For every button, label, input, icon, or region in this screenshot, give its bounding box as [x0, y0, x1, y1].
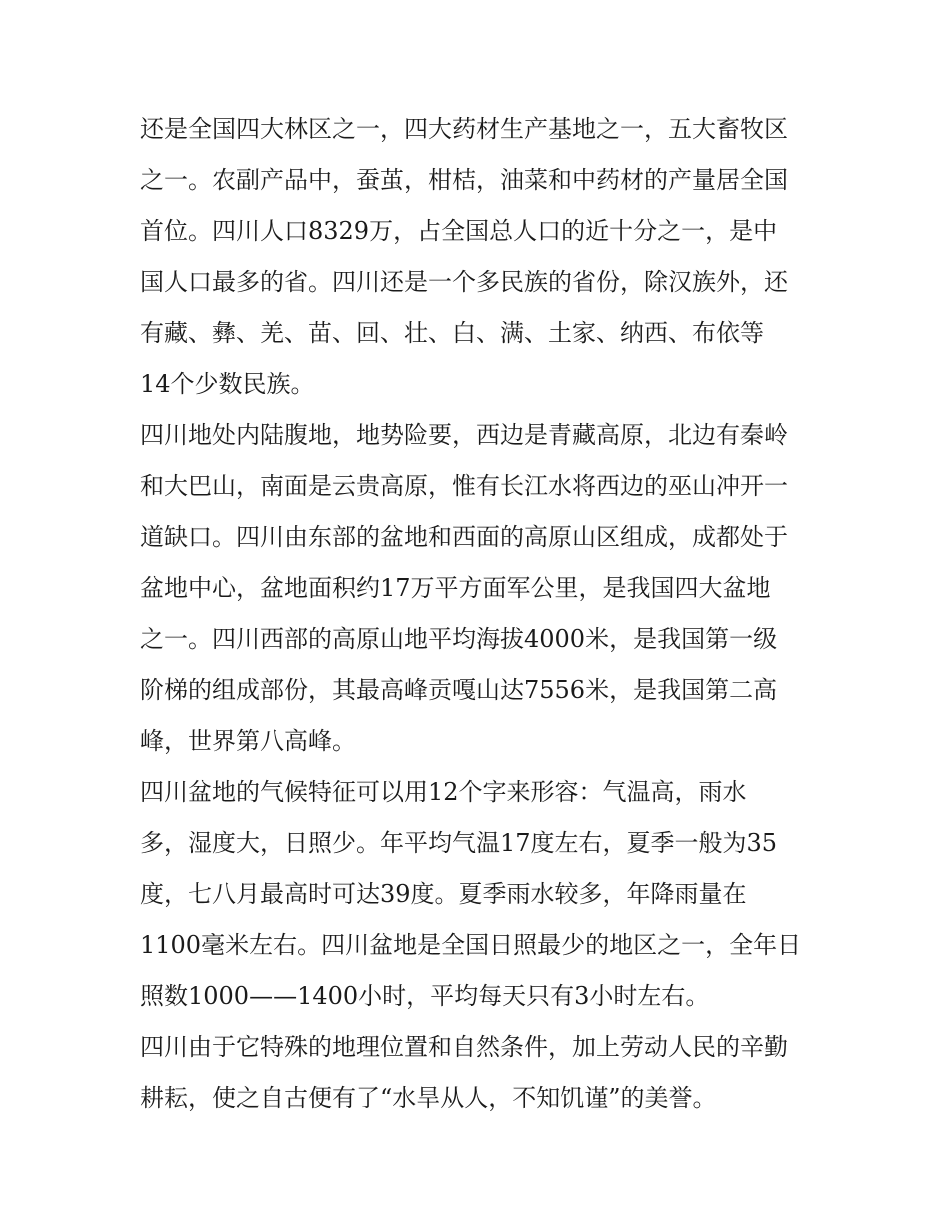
- text-line: 四川盆地的气候特征可以用12个字来形容：气温高，雨水: [140, 778, 747, 806]
- text-line: 照数1000——1400小时，平均每天只有3小时左右。: [140, 982, 710, 1010]
- text-line: 峰，世界第八高峰。: [140, 727, 356, 755]
- document-body: [140, 104, 820, 1124]
- text-line: 首位。四川人口8329万，占全国总人口的近十分之一，是中: [140, 217, 778, 245]
- paragraph-population: [140, 104, 820, 410]
- text-line: 和大巴山，南面是云贵高原，惟有长江水将西边的巫山冲开一: [140, 472, 788, 500]
- text-line: 之一。四川西部的高原山地平均海拔4000米，是我国第一级: [140, 625, 778, 653]
- text-line: 有藏、彝、羌、苗、回、壮、白、满、土家、纳西、布依等: [140, 319, 764, 347]
- text-line: 四川由于它特殊的地理位置和自然条件，加上劳动人民的辛勤: [140, 1033, 788, 1061]
- paragraph-reputation: [140, 1022, 820, 1124]
- text-line: 1100毫米左右。四川盆地是全国日照最少的地区之一，全年日: [140, 931, 802, 959]
- text-line: 还是全国四大林区之一，四大药材生产基地之一，五大畜牧区: [140, 115, 788, 143]
- paragraph-geography: [140, 410, 820, 767]
- text-line: 14个少数民族。: [140, 370, 315, 398]
- paragraph-climate: [140, 767, 820, 1022]
- text-line: 度，七八月最高时可达39度。夏季雨水较多，年降雨量在: [140, 880, 747, 908]
- text-line: 阶梯的组成部份，其最高峰贡嘎山达7556米，是我国第二高: [140, 676, 778, 704]
- text-line: 国人口最多的省。四川还是一个多民族的省份，除汉族外，还: [140, 268, 788, 296]
- text-line: 耕耘，使之自古便有了“水旱从人，不知饥谨”的美誉。: [140, 1084, 717, 1112]
- text-line: 盆地中心，盆地面积约17万平方面军公里，是我国四大盆地: [140, 574, 771, 602]
- text-line: 多，湿度大，日照少。年平均气温17度左右，夏季一般为35: [140, 829, 778, 857]
- text-line: 道缺口。四川由东部的盆地和西面的高原山区组成，成都处于: [140, 523, 788, 551]
- text-line: 之一。农副产品中，蚕茧，柑桔，油菜和中药材的产量居全国: [140, 166, 788, 194]
- text-line: 四川地处内陆腹地，地势险要，西边是青藏高原，北边有秦岭: [140, 421, 788, 449]
